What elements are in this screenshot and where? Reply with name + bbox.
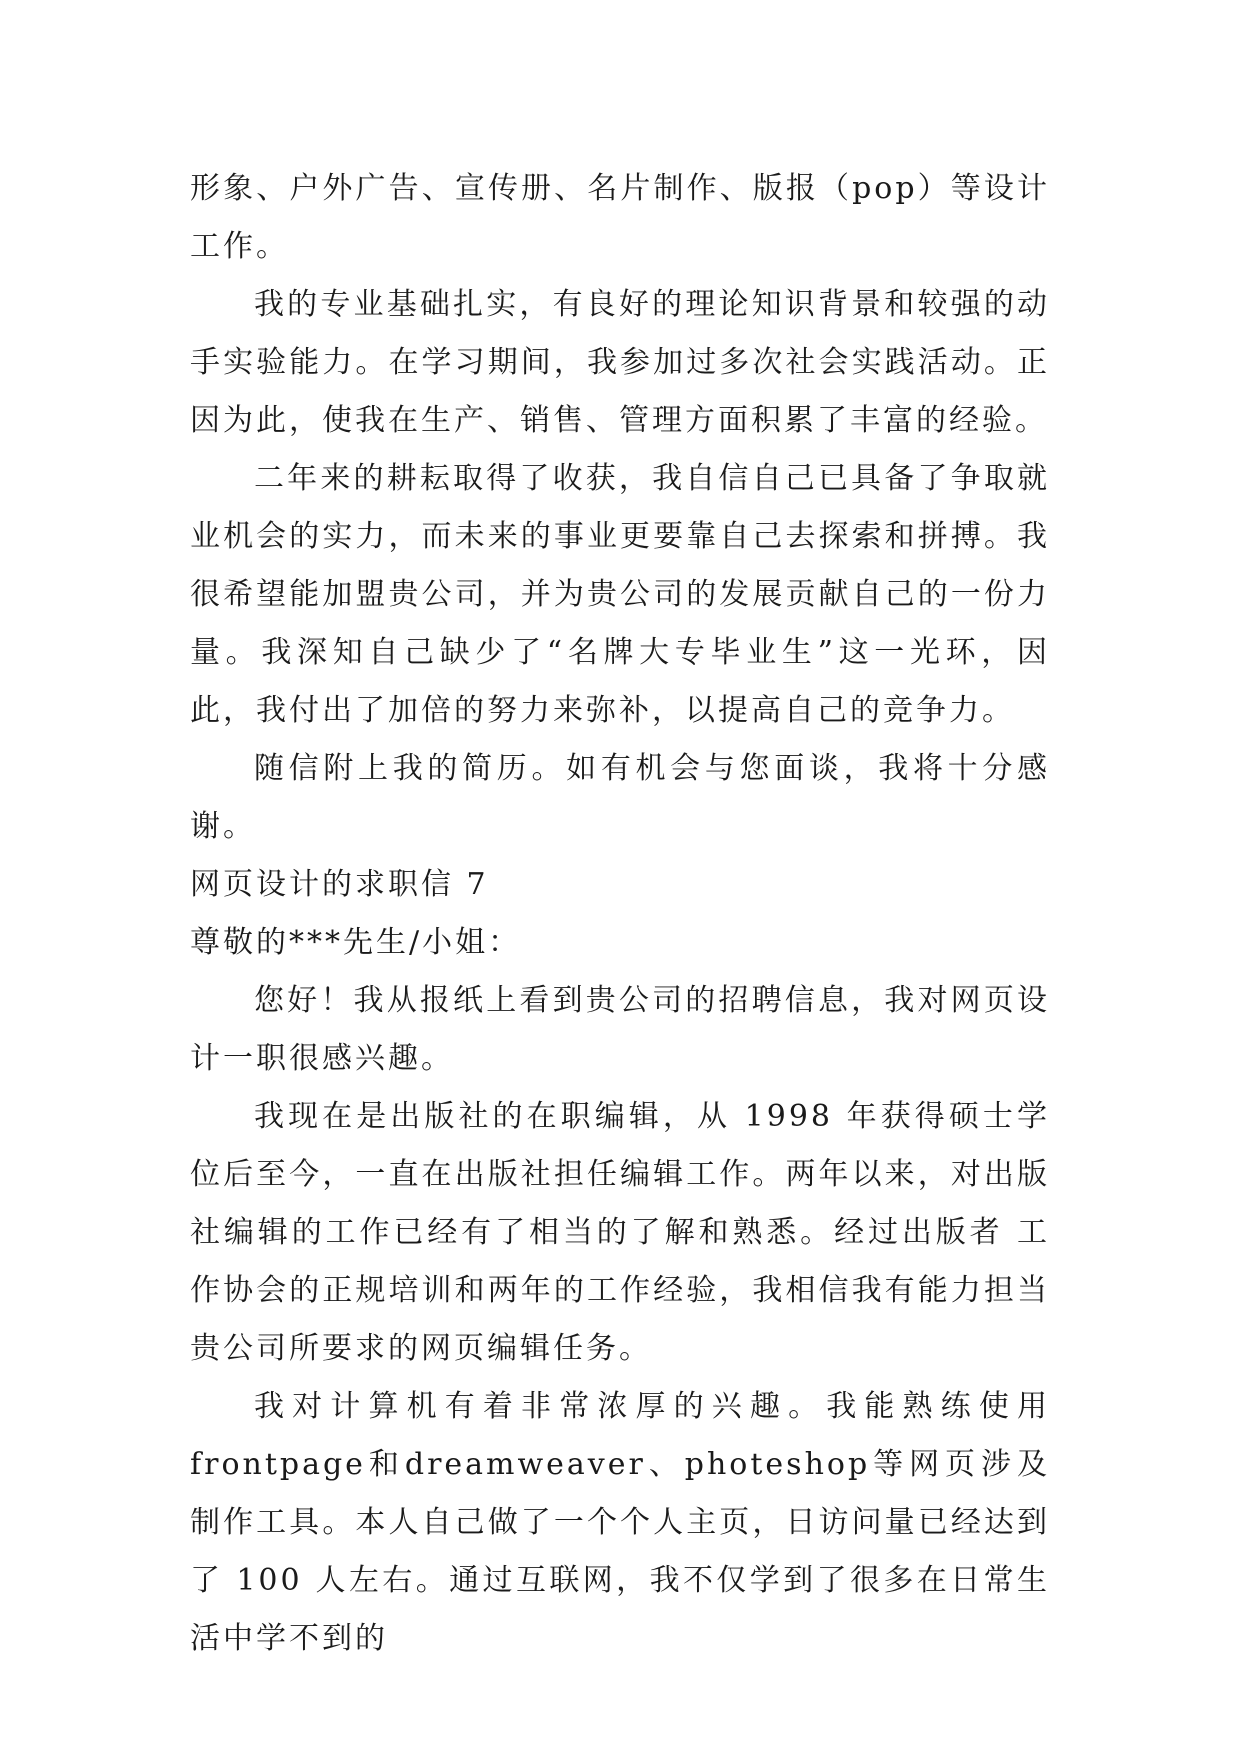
- paragraph: 形象、户外广告、宣传册、名片制作、版报（pop）等设计工作。: [190, 171, 1050, 264]
- paragraph: 我的专业基础扎实，有良好的理论知识背景和较强的动手实验能力。在学习期间，我参加过多次社会实践活动。正因为此，使我在生产、销售、管理方面积累了丰富的经验。: [190, 287, 1050, 438]
- paragraph: 随信附上我的简历。如有机会与您面谈，我将十分感谢。: [190, 751, 1050, 844]
- section-title: 网页设计的求职信 7: [190, 867, 489, 902]
- paragraph: 您好！我从报纸上看到贵公司的招聘信息，我对网页设计一职很感兴趣。: [190, 983, 1050, 1076]
- paragraph: 我现在是出版社的在职编辑，从 1998 年获得硕士学位后至今，一直在出版社担任编辑工作。两年以来，对出版社编辑的工作已经有了相当的了解和熟悉。经过出版者 工作协会的正规培训和两年的工作经验，我相信我有能力担当贵公司所要求的网页编辑任务。: [190, 1099, 1050, 1366]
- paragraph: 二年来的耕耘取得了收获，我自信自己已具备了争取就业机会的实力，而未来的事业更要靠自己去探索和拼搏。我很希望能加盟贵公司，并为贵公司的发展贡献自己的一份力量。我深知自己缺少了“名牌大专毕业生”这一光环，因此，我付出了加倍的努力来弥补，以提高自己的竞争力。: [190, 461, 1050, 728]
- document-body: [190, 160, 1050, 1668]
- salutation: 尊敬的***先生/小姐：: [190, 925, 522, 960]
- paragraph: 我对计算机有着非常浓厚的兴趣。我能熟练使用frontpage和dreamweaver、photeshop等网页涉及制作工具。本人自己做了一个个人主页，日访问量已经达到了 100 人左右。通过互联网，我不仅学到了很多在日常生活中学不到的: [190, 1389, 1050, 1656]
